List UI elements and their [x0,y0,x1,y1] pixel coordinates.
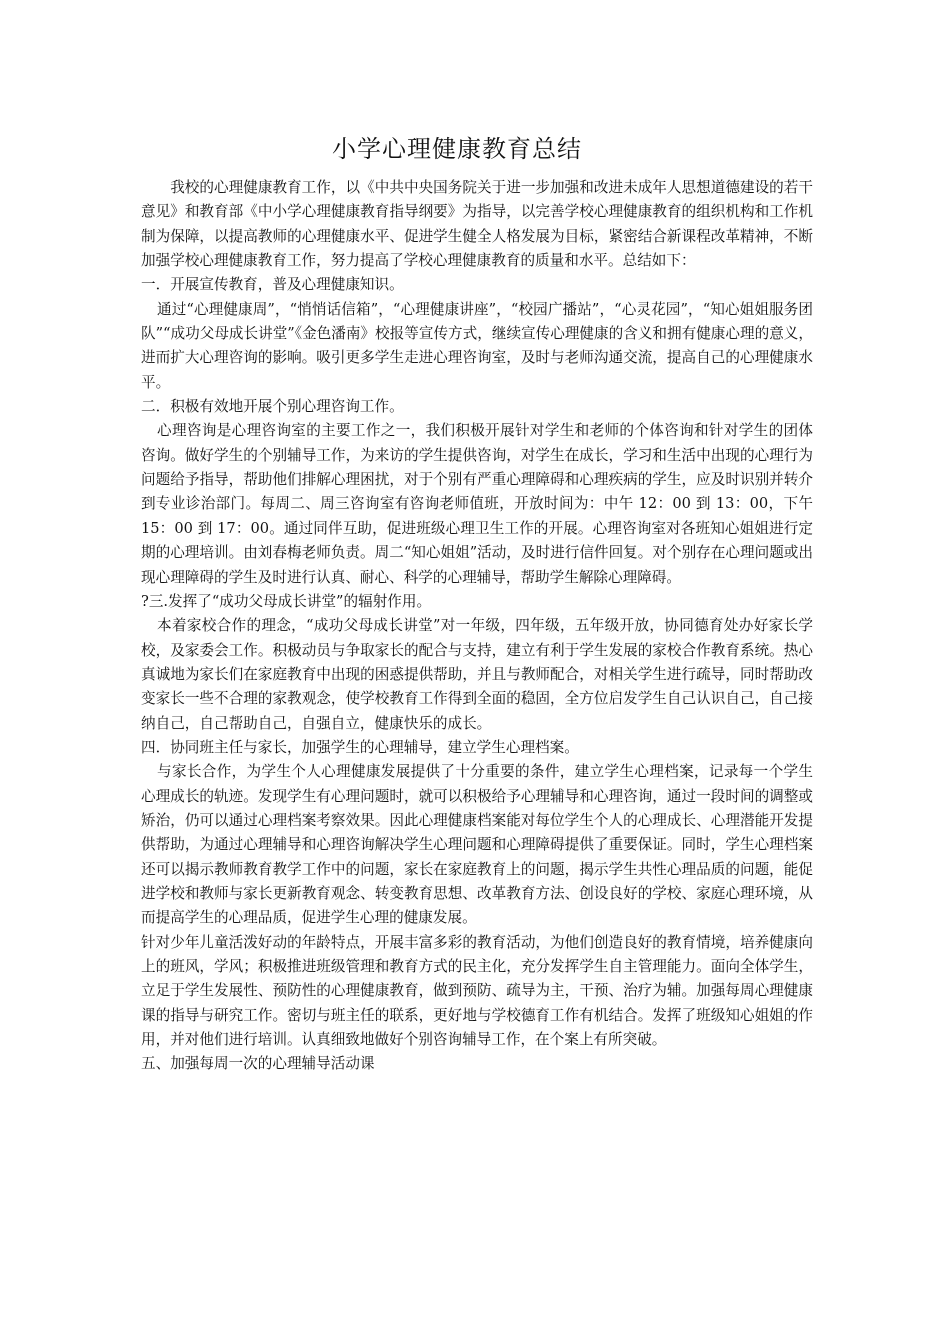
section-1-heading: 一．开展宣传教育，普及心理健康知识。 [141,276,404,294]
section-3-paragraph: 本着家校合作的理念，“成功父母成长讲堂”对一年级，四年级，五年级开放，协同德育处办好家长学校，及家委会工作。积极动员与争取家长的配合与支持，建立有利于学生发展的家校合作教育系统。热心真诚地为家长们在家庭教育中出现的困惑提供帮助，并且与教师配合，对相关学生进行疏导，同时帮助改变家长一些不合理的家教观念，使学校教育工作得到全面的稳固，全方位启发学生自己认识自己，自己接纳自己，自己帮助自己，自强自立，健康快乐的成长。 [141,617,813,732]
section-2-paragraph: 心理咨询是心理咨询室的主要工作之一，我们积极开展针对学生和老师的个体咨询和针对学生的团体咨询。做好学生的个别辅导工作，为来访的学生提供咨询，对学生在成长，学习和生活中出现的心理行为问题给予指导，帮助他们排解心理困扰，对于个别有严重心理障碍和心理疾病的学生，应及时识别并转介到专业诊治部门。每周二、周三咨询室有咨询老师值班，开放时间为：中午 12：00 到 13：00，下午 15：00 到 17：00。通过同伴互助，促进班级心理卫生工作的开展。心理咨询室对各班知心姐姐进行定期的心理培训。由刘春梅老师负责。周二“知心姐姐”活动，及时进行信件回复。对个别存在心理问题或出现心理障碍的学生及时进行认真、耐心、科学的心理辅导，帮助学生解除心理障碍。 [141,422,813,586]
section-5-heading: 五、加强每周一次的心理辅导活动课 [141,1055,375,1073]
document-body [141,176,813,1077]
section-2-heading: 二．积极有效地开展个别心理咨询工作。 [141,398,404,416]
section-4-paragraph: 与家长合作，为学生个人心理健康发展提供了十分重要的条件，建立学生心理档案，记录每一个学生心理成长的轨迹。发现学生有心理问题时，就可以积极给予心理辅导和心理咨询，通过一段时间的调整或矫治，仍可以通过心理档案考察效果。因此心理健康档案能对每位学生个人的心理成长、心理潜能开发提供帮助，为通过心理辅导和心理咨询解决学生心理问题和心理障碍提供了重要保证。同时，学生心理档案还可以揭示教师教育教学工作中的问题，家长在家庭教育上的问题，揭示学生共性心理品质的问题，能促进学校和教师与家长更新教育观念、转变教育思想、改革教育方法、创设良好的学校、家庭心理环境，从而提高学生的心理品质，促进学生心理的健康发展。 [141,763,813,927]
section-4-paragraph-continued: 针对少年儿童活泼好动的年龄特点，开展丰富多彩的教育活动，为他们创造良好的教育情境，培养健康向上的班风，学风；积极推进班级管理和教育方式的民主化，充分发挥学生自主管理能力。面向全体学生，立足于学生发展性、预防性的心理健康教育，做到预防、疏导为主，干预、治疗为辅。加强每周心理健康课的指导与研究工作。密切与班主任的联系，更好地与学校德育工作有机结合。发挥了班级知心姐姐的作用，并对他们进行培训。认真细致地做好个别咨询辅导工作，在个案上有所突破。 [141,933,813,1049]
intro-paragraph: 我校的心理健康教育工作，以《中共中央国务院关于进一步加强和改进未成年人思想道德建设的若干意见》和教育部《中小学心理健康教育指导纲要》为指导，以完善学校心理健康教育的组织机构和工作机制为保障，以提高教师的心理健康水平、促进学生健全人格发展为目标，紧密结合新课程改革精神，不断加强学校心理健康教育工作，努力提高了学校心理健康教育的质量和水平。总结如下： [141,179,813,270]
section-3-heading: ?三.发挥了“成功父母成长讲堂”的辐射作用。 [141,592,432,610]
document-title: 小学心理健康教育总结 [332,135,582,163]
section-4-heading: 四．协同班主任与家长，加强学生的心理辅导，建立学生心理档案。 [141,738,579,756]
section-1-paragraph: 通过“心理健康周”，“悄悄话信箱”，“心理健康讲座”，“校园广播站”，“心灵花园”，“知心姐姐服务团队”“成功父母成长讲堂”《金色潘南》校报等宣传方式，继续宣传心理健康的含义和拥有健康心理的意义，进而扩大心理咨询的影响。吸引更多学生走进心理咨询室，及时与老师沟通交流，提高自己的心理健康水平。 [141,300,813,391]
